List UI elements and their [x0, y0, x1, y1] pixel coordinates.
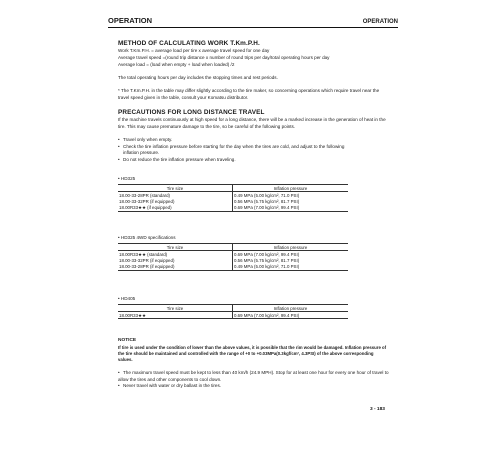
table-row: [118, 251, 348, 258]
hd405-label: • HD405: [118, 296, 136, 301]
precautions-title: PRECAUTIONS FOR LONG DISTANCE TRAVEL: [118, 109, 265, 116]
bullet-item: [118, 137, 386, 144]
table-row: [118, 312, 348, 319]
bullet-item: [118, 383, 390, 390]
pressure-cell: 0.56 MPa (5.75 kg/cm², 81.7 PSI): [234, 198, 300, 204]
bullet-item: [118, 157, 386, 164]
col-header-inflation-pressure: Inflation pressure: [233, 244, 349, 251]
precautions-intro: If the machine travels continuously at high speed for a long distance, there will be a marked increase in the generation of heat in the tire. This may cause premature damage to the tire, so be careful of the following points.: [118, 117, 386, 129]
pressure-cell: 0.69 MPa (7.00 kg/cm², 99.4 PSI): [233, 205, 349, 212]
bullet-dot: •: [118, 370, 120, 375]
bullet-dot: •: [118, 143, 120, 149]
method-line-2: Average travel speed =(round trip distance x number of round trips per day/total operating hours per day: [118, 55, 330, 60]
pressure-cell: 0.49 MPa (5.00 kg/cm², 71.0 PSI): [233, 264, 349, 271]
method-line-3: Average load = (load when empty + load when loaded) /2: [118, 62, 235, 67]
hd325-label: • HD325: [118, 176, 136, 181]
tire-size-cell: 18.00-33-28PR (if equipped): [118, 264, 233, 271]
bullet-text: Check the tire inflation pressure before starting for the day when the tires are cold, and adjust to the following: [123, 143, 345, 149]
bullet-text: Never travel with water or dry ballast in the tires.: [123, 383, 222, 389]
col-header-tire-size: Tire size: [118, 305, 233, 312]
col-header-tire-size: Tire size: [118, 244, 233, 251]
hd405-table: [118, 304, 348, 319]
tire-size-cell: 18.00R33★★: [118, 312, 233, 319]
tire-size-cell: 18.00-33-32PR (if equipped): [118, 257, 233, 263]
table-header-row: [118, 305, 348, 312]
bullet-dot: •: [118, 137, 120, 142]
notice-title: NOTICE: [118, 338, 137, 343]
hd325-4wd-label: • HD325 4WD specifications: [118, 235, 176, 240]
header-left-title: OPERATION: [108, 16, 153, 25]
tire-size-cell: 18.00R33★★ (standard): [118, 251, 233, 258]
total-hours-note: The total operating hours per day includes the stopping times and rest periods.: [118, 75, 278, 80]
table-header-row: [118, 244, 348, 251]
bullet-item: [118, 144, 386, 157]
tire-size-cell: 18.00R33★★ (if equipped): [118, 205, 233, 212]
bullet-text: Do not reduce the tire inflation pressure when traveling.: [123, 156, 236, 162]
bullet-text: The maximum travel speed must be kept to less than 40 km/h (24.9 MPH). Stop for at least one hour for every one hour of travel to allow the tires and other components to cool down.: [118, 370, 389, 382]
page-header: [108, 15, 398, 28]
bullet-text: Travel only when empty.: [123, 137, 173, 142]
col-header-inflation-pressure: Inflation pressure: [233, 185, 349, 192]
page-number: 3 - 183: [370, 407, 385, 412]
method-line-1: Work T.Km.P.H. = average load per tire x average travel speed for one day: [118, 48, 270, 53]
table-header-row: [118, 185, 348, 192]
bullet-text-continued: inflation pressure.: [123, 150, 160, 156]
tire-size-cell: 18.00-33-28PR (standard): [118, 192, 233, 199]
tire-size-cell: 18.00-33-32PR (if equipped): [118, 198, 233, 204]
pressure-cell: 0.69 MPa (7.00 kg/cm², 99.4 PSI): [233, 312, 349, 319]
bullet-dot: •: [118, 383, 120, 389]
table-row: [118, 192, 348, 199]
col-header-inflation-pressure: Inflation pressure: [233, 305, 349, 312]
col-header-tire-size: Tire size: [118, 185, 233, 192]
bullet-dot: •: [118, 156, 120, 162]
hd325-table: [118, 184, 348, 212]
precautions-bullets: [118, 137, 386, 163]
bullet-item: [118, 370, 390, 383]
notice-text: If tire is used under the condition of lower than the above values, it is possible that the rim would be damaged. Inflation pressure of the tire should be maintained and controlled with the range of +0 to +0.03MPa(0.3kgf/cm², 4.3PSI) of the above corresponding values.: [118, 345, 387, 363]
pressure-cell: 0.56 MPa (5.75 kg/cm², 81.7 PSI): [234, 257, 300, 263]
table-row: [118, 205, 348, 212]
method-title: METHOD OF CALCULATING WORK T.Km.P.H.: [118, 40, 260, 47]
tkmph-footnote: * The T.Km.P.H. in the table may differ slightly according to the tire maker, so concerning operations which require travel near the travel speed given in the table, consult your Komatsu distributor.: [118, 88, 380, 100]
hd325-4wd-table: [118, 243, 348, 271]
header-right-title: OPERATION: [362, 19, 398, 25]
table-row: [118, 264, 348, 271]
pressure-cell: 0.49 MPa (5.00 kg/cm², 71.0 PSI): [234, 192, 300, 198]
travel-bullets: [118, 370, 390, 390]
pressure-cell: 0.69 MPa (7.00 kg/cm², 99.4 PSI): [234, 251, 300, 257]
